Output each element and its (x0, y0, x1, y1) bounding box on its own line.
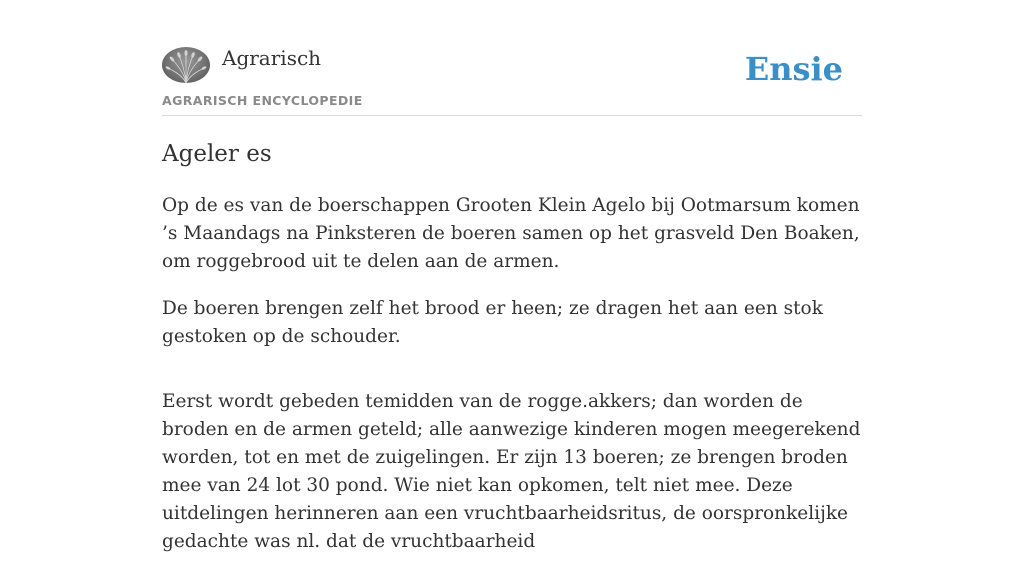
article-title: Ageler es (162, 141, 272, 167)
site-subtitle: AGRARISCH ENCYCLOPEDIE (162, 93, 363, 108)
article-paragraph: Op de es van de boerschappen Grooten Klein Agelo bij Ootmarsum komen ’s Maandags na Pinksteren de boeren samen op het grasveld Den Boaken, om roggebrood uit te delen aan de armen. (162, 195, 860, 272)
wheat-logo-icon[interactable] (162, 47, 210, 83)
site-title[interactable]: Agrarisch (222, 46, 322, 70)
article-paragraph: De boeren brengen zelf het brood er heen; ze dragen het aan een stok gestoken op de schouder. (162, 298, 823, 347)
site-header (162, 0, 862, 116)
article-paragraph: Eerst wordt gebeden temidden van de rogge.akkers; dan worden de broden en de armen geteld; alle aanwezige kinderen mogen meegerekend worden, tot en met de zuigelingen. Er zijn 13 boeren; ze brengen broden mee van 24 lot 30 pond. Wie niet kan opkomen, telt niet mee. Deze uitdelingen herinneren aan een vruchtbaarheidsritus, de oorspronkelijke gedachte was nl. dat de vruchtbaarheid (162, 391, 861, 552)
ensie-brand-link[interactable]: Ensie (744, 50, 843, 88)
content-container (162, 0, 862, 552)
article-body (162, 192, 862, 575)
